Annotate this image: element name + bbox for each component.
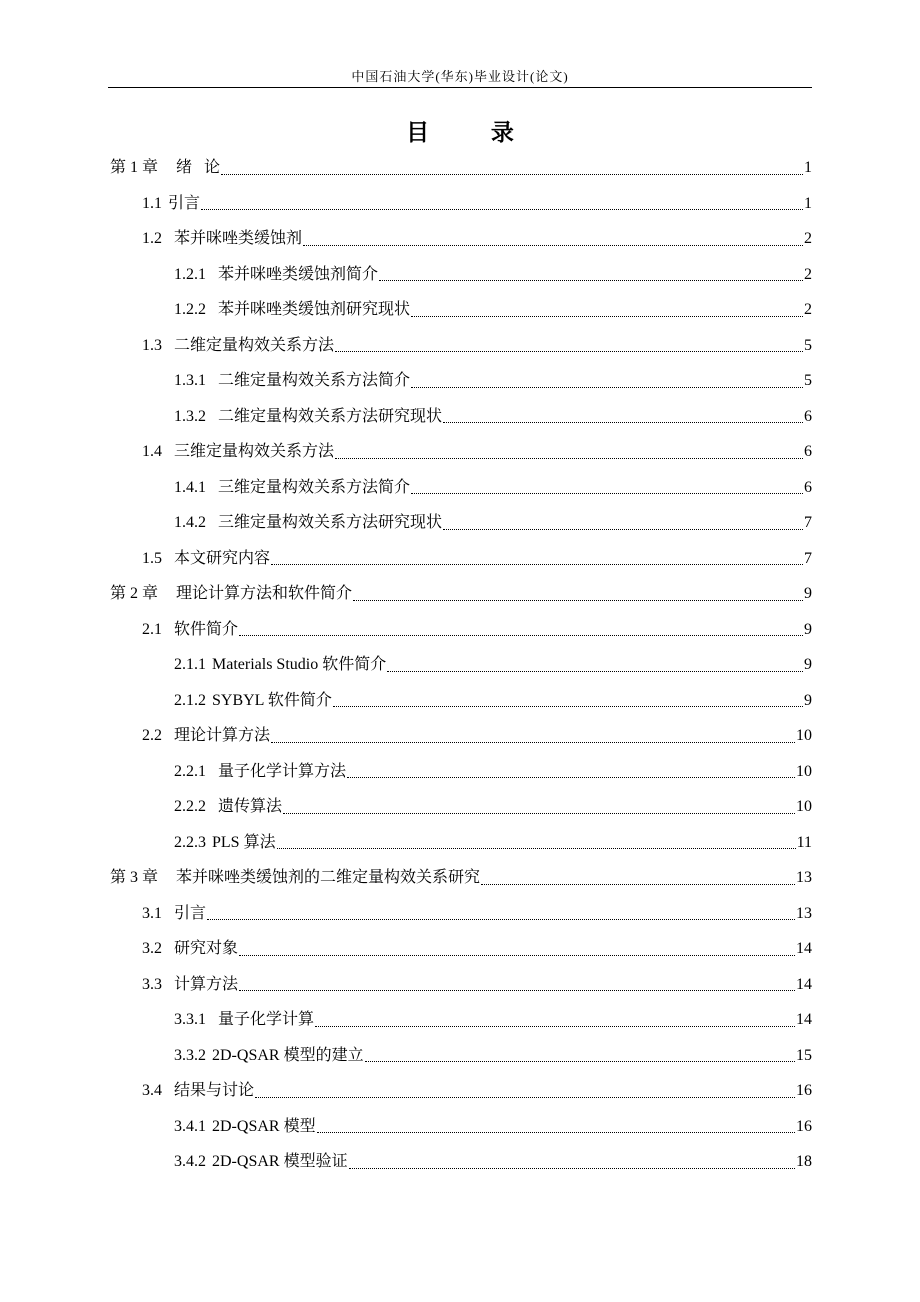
toc-entry-title: 量子化学计算 [218,1011,315,1028]
toc-entry[interactable] [108,1002,812,1038]
header-divider [108,87,812,88]
toc-entry-page: 9 [804,691,812,709]
toc-entry-title: 苯并咪唑类缓蚀剂 [174,230,303,247]
toc-entry-title: 计算方法 [174,975,239,993]
toc-entry-number: 1.4.2 [174,514,206,531]
toc-entry-number: 2.2.3 [174,833,206,851]
toc-entry-title: 理论计算方法 [174,727,271,744]
toc-entry-title: SYBYL 软件简介 [212,691,332,709]
toc-leader-dots [347,776,795,778]
toc-leader-dots [239,989,795,991]
toc-leader-dots [255,1096,795,1098]
toc-entry-title: 二维定量构效关系方法简介 [218,372,411,389]
toc-leader-dots [283,812,795,814]
toc-entry-number: 2.1.2 [174,691,206,709]
toc-leader-dots [353,599,803,601]
toc-entry-page: 11 [796,833,812,851]
toc-entry-number: 1.3.2 [174,407,206,425]
toc-leader-dots [349,1167,795,1169]
toc-entry-page: 6 [804,443,812,460]
toc-entry[interactable] [108,363,812,399]
toc-entry-page: 6 [804,407,812,425]
toc-entry-page: 14 [796,1011,812,1028]
toc-entry-page: 16 [796,1082,812,1099]
toc-entry-page: 1 [804,194,812,212]
toc-entry-page: 18 [796,1153,812,1170]
toc-entry-title: 三维定量构效关系方法简介 [218,478,411,496]
toc-leader-dots [317,1131,795,1133]
toc-entry-page: 14 [796,975,812,993]
toc-entry-title: 二维定量构效关系方法 [174,336,335,354]
toc-entry[interactable] [108,1038,812,1074]
toc-entry-number: 3.1 [142,904,162,922]
toc-entry-title: 遗传算法 [218,798,283,815]
toc-leader-dots [481,883,795,885]
toc-entry[interactable] [108,150,812,186]
toc-leader-dots [201,208,803,210]
toc-entry-number: 1.1 [142,194,162,212]
toc-title: 目 录 [406,120,542,145]
toc-leader-dots [387,670,803,672]
toc-leader-dots [335,457,803,459]
toc-entry-title: 三维定量构效关系方法研究现状 [218,514,443,531]
toc-entry-number: 3.2 [142,940,162,957]
toc-entry-title: 引言 [168,194,201,212]
toc-entry[interactable] [108,257,812,293]
toc-entry[interactable] [108,292,812,328]
toc-entry[interactable] [108,1144,812,1180]
toc-leader-dots [315,1025,795,1027]
toc-entry-number: 3.3.1 [174,1011,206,1028]
toc-entry-title: 理论计算方法和软件简介 [176,585,353,602]
toc-leader-dots [443,528,803,530]
toc-entry-title: 引言 [174,904,207,922]
toc-entry-page: 15 [796,1046,812,1064]
toc-entry[interactable] [108,647,812,683]
toc-entry-number: 1.3.1 [174,372,206,389]
toc-entry-number: 3.4.2 [174,1153,206,1170]
toc-entry[interactable] [108,754,812,790]
toc-entry[interactable] [108,399,812,435]
toc-entry-title: 三维定量构效关系方法 [174,443,335,460]
toc-entry-number: 1.4.1 [174,478,206,496]
toc-entry-title: 量子化学计算方法 [218,762,347,780]
toc-leader-dots [207,918,795,920]
toc-entry-number: 第 3 章 [110,869,159,886]
toc-leader-dots [411,315,803,317]
toc-leader-dots [411,492,803,494]
toc-entry[interactable] [108,683,812,719]
toc-entry-number: 1.4 [142,443,162,460]
toc-entry-number: 1.3 [142,336,162,354]
toc-entry-number: 第 1 章 [110,159,159,176]
toc-entry-page: 2 [804,265,812,283]
toc-entry[interactable] [108,718,812,754]
toc-entry-page: 9 [804,585,812,602]
toc-entry-title: 二维定量构效关系方法研究现状 [218,407,443,425]
toc-entry[interactable] [108,186,812,222]
toc-leader-dots [277,847,796,849]
toc-entry-title: 苯并咪唑类缓蚀剂研究现状 [218,301,411,318]
toc-entry-title: 2D-QSAR 模型验证 [212,1153,348,1170]
toc-entry-title: 苯并咪唑类缓蚀剂的二维定量构效关系研究 [176,869,481,886]
toc-entry-page: 5 [804,372,812,389]
toc-entry-title: 本文研究内容 [174,549,271,567]
toc-entry-title: 软件简介 [174,620,239,638]
toc-entry[interactable] [108,505,812,541]
toc-leader-dots [379,279,803,281]
toc-entry-title: PLS 算法 [212,833,276,851]
toc-entry-number: 1.2.1 [174,265,206,283]
toc-entry[interactable] [108,541,812,577]
toc-entry-title: 2D-QSAR 模型的建立 [212,1046,364,1064]
toc-leader-dots [221,173,803,175]
toc-entry-title: 2D-QSAR 模型 [212,1117,316,1135]
toc-entry-number: 1.5 [142,549,162,567]
toc-entry-number: 1.2.2 [174,301,206,318]
toc-leader-dots [411,386,803,388]
toc-entry-page: 9 [804,656,812,673]
toc-entry-number: 第 2 章 [110,585,159,602]
toc-entry-page: 10 [796,727,812,744]
toc-leader-dots [365,1060,795,1062]
toc-entry-page: 6 [804,478,812,496]
table-of-contents [108,150,812,1180]
toc-entry[interactable] [108,434,812,470]
toc-entry-title: 绪 论 [176,159,221,176]
toc-entry[interactable] [108,931,812,967]
toc-entry-number: 3.4 [142,1082,162,1099]
page-header: 中国石油大学(华东)毕业设计(论文) [351,69,569,84]
toc-entry-page: 10 [796,798,812,815]
toc-entry-page: 9 [804,620,812,638]
toc-entry[interactable] [108,576,812,612]
toc-entry-page: 7 [804,514,812,531]
toc-entry[interactable] [108,470,812,506]
toc-entry[interactable] [108,221,812,257]
toc-entry-page: 2 [804,230,812,247]
toc-entry-page: 13 [796,869,812,886]
toc-entry-number: 2.1.1 [174,656,206,673]
toc-leader-dots [271,741,795,743]
toc-leader-dots [443,421,803,423]
toc-entry[interactable] [108,825,812,861]
toc-entry-page: 7 [804,549,812,567]
toc-entry[interactable] [108,860,812,896]
toc-leader-dots [335,350,803,352]
toc-leader-dots [271,563,803,565]
toc-entry-title: 结果与讨论 [174,1082,255,1099]
toc-entry-page: 14 [796,940,812,957]
toc-entry-number: 3.3.2 [174,1046,206,1064]
toc-leader-dots [333,705,803,707]
toc-entry-number: 3.3 [142,975,162,993]
toc-leader-dots [239,634,803,636]
toc-entry-number: 2.2 [142,727,162,744]
toc-entry-title: 研究对象 [174,940,239,957]
toc-entry[interactable] [108,789,812,825]
toc-entry-number: 2.1 [142,620,162,638]
toc-leader-dots [303,244,803,246]
toc-entry-title: Materials Studio 软件简介 [212,656,387,673]
toc-entry[interactable] [108,967,812,1003]
toc-entry-page: 1 [804,159,812,176]
toc-entry[interactable] [108,1109,812,1145]
toc-entry[interactable] [108,328,812,364]
toc-entry-number: 2.2.2 [174,798,206,815]
toc-entry-page: 2 [804,301,812,318]
toc-entry-title: 苯并咪唑类缓蚀剂简介 [218,265,379,283]
toc-entry[interactable] [108,1073,812,1109]
toc-leader-dots [239,954,795,956]
toc-entry[interactable] [108,612,812,648]
toc-entry-page: 13 [796,904,812,922]
toc-entry-page: 16 [796,1117,812,1135]
toc-entry-number: 1.2 [142,230,162,247]
toc-entry[interactable] [108,896,812,932]
toc-entry-page: 10 [796,762,812,780]
toc-entry-number: 2.2.1 [174,762,206,780]
toc-entry-number: 3.4.1 [174,1117,206,1135]
toc-entry-page: 5 [804,336,812,354]
